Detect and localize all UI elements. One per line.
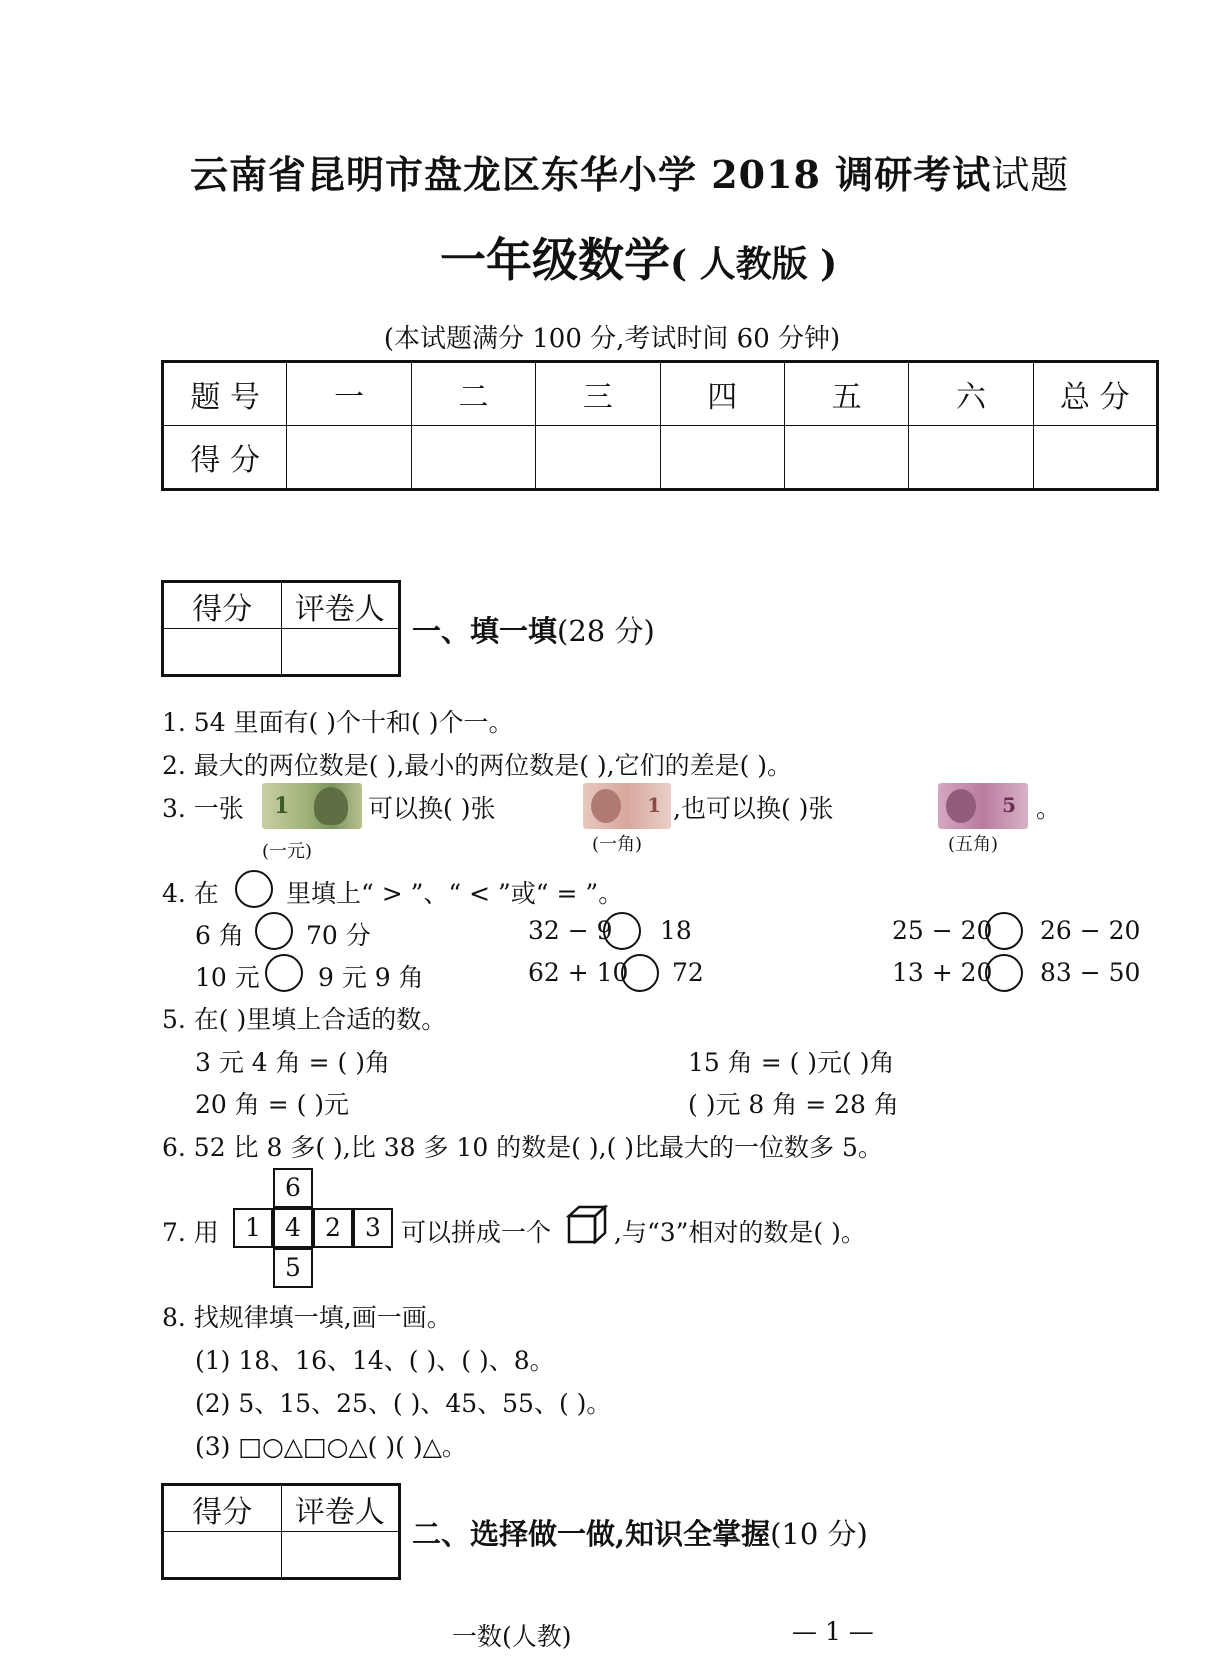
score-entry-cell[interactable] [660, 426, 784, 490]
section1-title [412, 609, 655, 650]
grader-score-label: 得分 [163, 582, 282, 629]
compare-left: 6 角 [195, 921, 244, 950]
question-6: 6. 52 比 8 多( ),比 38 多 10 的数是( ),( )比最大的一位数多 5。 [162, 1133, 883, 1162]
compare-right: 83 − 50 [1040, 958, 1141, 987]
compare-left: 62 + 10 [528, 958, 629, 987]
score-table [161, 360, 1159, 491]
question-4-prefix: 4. 在 [162, 879, 219, 908]
score-entry-cell[interactable] [536, 426, 660, 490]
grader-name-cell[interactable] [281, 1532, 400, 1579]
footer-left: 一数(人教) [452, 1622, 572, 1651]
exam-note: (本试题满分 100 分,考试时间 60 分钟) [383, 324, 841, 354]
score-table-header-row [163, 362, 1158, 426]
section2-title [412, 1512, 868, 1553]
question-7-prefix: 7. 用 [162, 1218, 219, 1247]
question-3-prefix: 3. 一张 [162, 794, 244, 823]
section2-points: (10 分) [770, 1517, 868, 1551]
question-8: 8. 找规律填一填,画一画。 [162, 1303, 452, 1332]
exam-title-suffix: 试题 [991, 153, 1070, 197]
question-5: 5. 在( )里填上合适的数。 [162, 1005, 447, 1034]
score-entry-cell[interactable] [287, 426, 411, 490]
question-8a: (1) 18、16、14、( )、( )、8。 [195, 1346, 555, 1375]
compare-left: 13 + 20 [892, 958, 993, 987]
section1-points: (28 分) [557, 614, 655, 648]
score-entry-cell[interactable] [784, 426, 908, 490]
cube-net-cell: 2 [313, 1208, 353, 1248]
question-8c: (3) □○△□○△( )( )△。 [195, 1432, 467, 1461]
score-header-cell: 六 [909, 362, 1033, 426]
portrait-shape [314, 787, 348, 825]
edition-label: ( 人教版 ) [670, 243, 838, 285]
question-8b: (2) 5、15、25、( )、45、55、( )。 [195, 1389, 612, 1418]
question-3-mid1: 可以换( )张 [368, 794, 496, 823]
question-7-mid: 可以拼成一个 [401, 1218, 552, 1247]
portrait-shape [591, 789, 621, 823]
five-jiao-caption: (五角) [948, 834, 999, 855]
score-header-cell: 四 [660, 362, 784, 426]
exam-title-main: 云南省昆明市盘龙区东华小学 2018 调研考试 [190, 152, 992, 197]
score-entry-cell[interactable] [1033, 426, 1157, 490]
compare-right: 72 [672, 958, 704, 987]
subject-label: 一年级数学 [440, 233, 670, 287]
cube-net-cell: 6 [273, 1168, 313, 1208]
question-5b: 15 角 = ( )元( )角 [688, 1048, 895, 1077]
compare-left: 32 − 9 [528, 916, 613, 945]
score-entry-cell[interactable] [411, 426, 535, 490]
cube-net-cell: 3 [353, 1208, 393, 1248]
score-header-cell: 题 号 [163, 362, 287, 426]
exam-title [190, 144, 1069, 199]
compare-circle[interactable] [603, 912, 641, 950]
score-header-cell: 五 [784, 362, 908, 426]
five-jiao-note-image [938, 783, 1028, 829]
grader-name-label: 评卷人 [281, 582, 400, 629]
compare-circle[interactable] [985, 954, 1023, 992]
score-header-cell: 总 分 [1033, 362, 1157, 426]
cube-net-cell: 4 [273, 1208, 313, 1248]
question-4-suffix: 里填上“ > ”、“ < ”或“ = ”。 [286, 879, 624, 908]
compare-right: 26 − 20 [1040, 916, 1141, 945]
question-5d: ( )元 8 角 = 28 角 [688, 1090, 899, 1119]
section2-heading: 二、选择做一做,知识全掌握 [412, 1517, 771, 1551]
exam-subtitle [440, 224, 837, 290]
section1-grader-box [161, 580, 401, 677]
score-table-score-row [163, 426, 1158, 490]
cube-net-cell: 1 [233, 1208, 273, 1248]
five-jiao-note-value: 5 [1002, 793, 1016, 817]
compare-right: 18 [660, 916, 692, 945]
grader-score-cell[interactable] [163, 1532, 282, 1579]
score-header-cell: 一 [287, 362, 411, 426]
question-2: 2. 最大的两位数是( ),最小的两位数是( ),它们的差是( )。 [162, 751, 793, 780]
grader-name-cell[interactable] [281, 629, 400, 676]
cube-icon [566, 1204, 608, 1246]
grader-score-cell[interactable] [163, 629, 282, 676]
question-3-end: 。 [1036, 794, 1062, 823]
grader-name-label: 评卷人 [281, 1485, 400, 1532]
portrait-shape [946, 789, 976, 823]
one-yuan-note-image [262, 783, 362, 829]
section1-heading: 一、填一填 [412, 614, 558, 648]
question-1: 1. 54 里面有( )个十和( )个一。 [162, 708, 514, 737]
one-jiao-note-image [583, 783, 671, 829]
score-header-cell: 三 [536, 362, 660, 426]
compare-left: 25 − 20 [892, 916, 993, 945]
question-5a: 3 元 4 角 = ( )角 [195, 1048, 390, 1077]
one-jiao-caption: (一角) [592, 834, 643, 855]
compare-circle[interactable] [265, 954, 303, 992]
question-7-tail: ,与“3”相对的数是( )。 [614, 1218, 866, 1247]
compare-left: 10 元 [195, 963, 260, 992]
page-number: — 1 — [792, 1617, 874, 1646]
question-5c: 20 角 = ( )元 [195, 1090, 350, 1119]
compare-right: 70 分 [306, 921, 371, 950]
section2-grader-box [161, 1483, 401, 1580]
compare-circle-example [235, 870, 273, 908]
compare-right: 9 元 9 角 [318, 963, 424, 992]
score-row-label: 得 分 [163, 426, 287, 490]
one-yuan-note-value: 1 [274, 793, 290, 819]
compare-circle[interactable] [985, 912, 1023, 950]
score-header-cell: 二 [411, 362, 535, 426]
one-jiao-note-value: 1 [647, 793, 661, 817]
question-3-mid2: ,也可以换( )张 [673, 794, 834, 823]
one-yuan-caption: (一元) [262, 841, 313, 862]
grader-score-label: 得分 [163, 1485, 282, 1532]
cube-net-cell: 5 [273, 1248, 313, 1288]
compare-circle[interactable] [255, 912, 293, 950]
compare-circle[interactable] [621, 954, 659, 992]
score-entry-cell[interactable] [909, 426, 1033, 490]
